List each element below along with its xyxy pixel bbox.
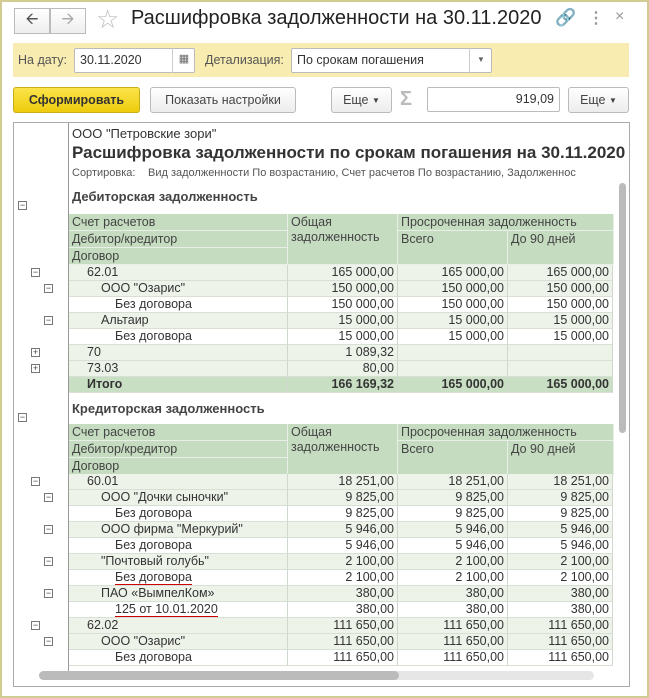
sort-value: Вид задолженности По возрастанию, Счет расчетов По возрастанию, Задолженнос [148,167,576,179]
overdue-90-days: 5 946,00 [508,522,613,538]
overdue-90-days: 150 000,00 [508,281,613,297]
row-label [69,602,288,618]
detail-select[interactable]: По срокам погашения [291,48,492,73]
row-label: 70 [69,345,288,361]
overdue-total: 111 650,00 [398,634,508,650]
collapse-icon[interactable]: − [45,315,52,325]
total-debt: 111 650,00 [288,634,398,650]
overdue-90-days: 111 650,00 [508,618,613,634]
overdue-90-days: 150 000,00 [508,297,613,313]
overdue-90-days: 165 000,00 [508,265,613,281]
overdue-90-days: 2 100,00 [508,554,613,570]
calendar-icon[interactable]: ▦ [172,48,195,73]
overdue-total: 2 100,00 [398,554,508,570]
total-debt: 380,00 [288,586,398,602]
header-cell: Общая задолженность [288,424,398,475]
show-settings-button[interactable]: Показать настройки [150,87,296,113]
overdue-90-days: 5 946,00 [508,538,613,554]
header-cell: Общая задолженность [288,214,398,265]
overdue-total: 9 825,00 [398,490,508,506]
table-row[interactable] [69,570,613,586]
overdue-total: 150 000,00 [398,297,508,313]
collapse-icon[interactable]: − [45,492,52,502]
overdue-90-days: 9 825,00 [508,506,613,522]
collapse-section-icon[interactable]: − [19,200,26,210]
row-label: ООО "Озарис" [69,281,288,297]
overdue-total: 5 946,00 [398,522,508,538]
total-debt: 18 251,00 [288,474,398,490]
forward-button[interactable] [50,8,86,34]
row-label-text: Без договора [115,570,192,584]
total-debt: 2 100,00 [288,570,398,586]
total-debt: 150 000,00 [288,297,398,313]
collapse-section-icon[interactable]: − [19,412,26,422]
star-icon[interactable]: ☆ [96,4,120,34]
overdue-90-days: 15 000,00 [508,313,613,329]
total-debt: 166 169,32 [288,377,398,393]
total-debt: 5 946,00 [288,522,398,538]
section-title: Кредиторская задолженность [72,401,265,416]
total-debt: 165 000,00 [288,265,398,281]
expand-icon[interactable]: + [32,363,39,373]
section-title: Дебиторская задолженность [72,189,258,204]
close-icon[interactable]: × [615,8,625,25]
overdue-total: 111 650,00 [398,650,508,666]
row-label: ООО "Дочки сыночки" [69,490,288,506]
horizontal-scrollbar[interactable] [39,671,399,680]
overdue-90-days: 111 650,00 [508,634,613,650]
table-row[interactable] [69,506,613,522]
row-label: 62.02 [69,618,288,634]
overdue-total: 15 000,00 [398,313,508,329]
overdue-total [398,361,508,377]
row-label: "Почтовый голубь" [69,554,288,570]
overdue-90-days: 9 825,00 [508,490,613,506]
header-cell: Дебитор/кредитор [69,231,288,248]
table-row[interactable] [69,297,613,313]
row-label: Без договора [69,329,288,345]
row-label: ООО фирма "Меркурий" [69,522,288,538]
overdue-90-days: 15 000,00 [508,329,613,345]
collapse-icon[interactable]: − [45,283,52,293]
table-row[interactable] [69,490,613,506]
table-row[interactable] [69,265,613,281]
row-label: Альтаир [69,313,288,329]
collapse-icon[interactable]: − [32,267,39,277]
sum-field[interactable]: 919,09 [427,87,560,112]
total-debt: 9 825,00 [288,506,398,522]
header-cell: Просроченная задолженность [398,424,614,441]
table-row[interactable] [69,554,613,570]
row-label-text: 125 от 10.01.2020 [115,602,218,616]
row-label: 62.01 [69,265,288,281]
table-row[interactable] [69,361,613,377]
sum-icon: Σ [400,88,413,110]
chevron-down-icon: ▼ [609,95,617,105]
report-title: Расшифровка задолженности по срокам погашения на 30.11.2020 [72,143,626,162]
arrow-right-icon: 🡪 [61,10,75,28]
date-input[interactable]: 30.11.2020 [74,48,195,73]
header-cell: До 90 дней [508,231,614,265]
overdue-total: 2 100,00 [398,570,508,586]
total-debt: 1 089,32 [288,345,398,361]
total-debt: 80,00 [288,361,398,377]
more-button-1[interactable]: Еще ▼ [331,87,392,113]
detail-label: Детализация: [205,53,284,67]
overdue-90-days: 2 100,00 [508,570,613,586]
total-debt: 15 000,00 [288,329,398,345]
org-name: ООО "Петровские зори" [72,126,217,141]
link-icon[interactable]: 🔗 [555,8,577,27]
collapse-icon[interactable]: − [45,524,52,534]
table-row[interactable] [69,618,613,634]
table-row[interactable] [69,586,613,602]
table-row[interactable] [69,474,613,490]
row-label: ООО "Озарис" [69,634,288,650]
table-row[interactable] [69,602,613,618]
table-header [69,424,614,475]
expand-icon[interactable]: + [32,347,39,357]
overdue-total: 380,00 [398,602,508,618]
collapse-icon[interactable]: − [32,476,39,486]
row-label: 73.03 [69,361,288,377]
overdue-90-days: 380,00 [508,586,613,602]
table-row[interactable] [69,634,613,650]
row-label: Итого [69,377,288,393]
row-label: Без договора [69,506,288,522]
header-cell: Счет расчетов [69,214,288,231]
sort-label: Сортировка: [72,167,136,179]
table-row[interactable] [69,650,613,666]
total-debt: 111 650,00 [288,618,398,634]
header-cell: Всего [398,231,508,265]
header-cell: До 90 дней [508,441,614,475]
overdue-total: 165 000,00 [398,377,508,393]
more-button-2[interactable]: Еще ▼ [568,87,629,113]
overdue-90-days [508,361,613,377]
overdue-total: 9 825,00 [398,506,508,522]
page-title: Расшифровка задолженности на 30.11.2020 [131,7,542,29]
overdue-total: 18 251,00 [398,474,508,490]
collapse-icon[interactable]: − [45,588,52,598]
row-label: Без договора [69,297,288,313]
total-debt: 150 000,00 [288,281,398,297]
row-label: ПАО «ВымпелКом» [69,586,288,602]
row-label [69,570,288,586]
vertical-scrollbar[interactable] [619,183,626,433]
overdue-total: 111 650,00 [398,618,508,634]
filter-bar [13,43,629,77]
total-debt: 2 100,00 [288,554,398,570]
chevron-down-icon[interactable]: ▼ [469,48,492,73]
chevron-down-icon: ▼ [372,95,380,105]
overdue-90-days: 18 251,00 [508,474,613,490]
arrow-left-icon: 🡨 [25,10,39,28]
total-debt: 15 000,00 [288,313,398,329]
table-row[interactable] [69,538,613,554]
total-row[interactable] [69,377,613,393]
table-header [69,214,614,265]
overdue-total: 165 000,00 [398,265,508,281]
generate-button[interactable]: Сформировать [13,87,140,113]
report-area[interactable] [13,122,630,687]
header-cell: Всего [398,441,508,475]
overdue-90-days: 111 650,00 [508,650,613,666]
overdue-total: 15 000,00 [398,329,508,345]
collapse-icon[interactable]: − [32,620,39,630]
table-row[interactable] [69,313,613,329]
table-row[interactable] [69,345,613,361]
overdue-total: 380,00 [398,586,508,602]
total-debt: 9 825,00 [288,490,398,506]
table-row[interactable] [69,281,613,297]
total-debt: 111 650,00 [288,650,398,666]
header-cell: Счет расчетов [69,424,288,441]
collapse-icon[interactable]: − [45,636,52,646]
table-row[interactable] [69,329,613,345]
overdue-total [398,345,508,361]
overdue-90-days: 380,00 [508,602,613,618]
row-label: Без договора [69,538,288,554]
overdue-total: 150 000,00 [398,281,508,297]
header-cell: Договор [69,248,288,265]
date-label: На дату: [18,53,68,67]
header-cell: Договор [69,458,288,475]
overdue-90-days [508,345,613,361]
overdue-total: 5 946,00 [398,538,508,554]
total-debt: 380,00 [288,602,398,618]
row-label: 60.01 [69,474,288,490]
more-vertical-icon[interactable]: ⋮ [588,10,604,27]
header-cell: Дебитор/кредитор [69,441,288,458]
total-debt: 5 946,00 [288,538,398,554]
overdue-90-days: 165 000,00 [508,377,613,393]
table-row[interactable] [69,522,613,538]
back-button[interactable] [14,8,50,34]
collapse-icon[interactable]: − [45,556,52,566]
row-label: Без договора [69,650,288,666]
header-cell: Просроченная задолженность [398,214,614,231]
